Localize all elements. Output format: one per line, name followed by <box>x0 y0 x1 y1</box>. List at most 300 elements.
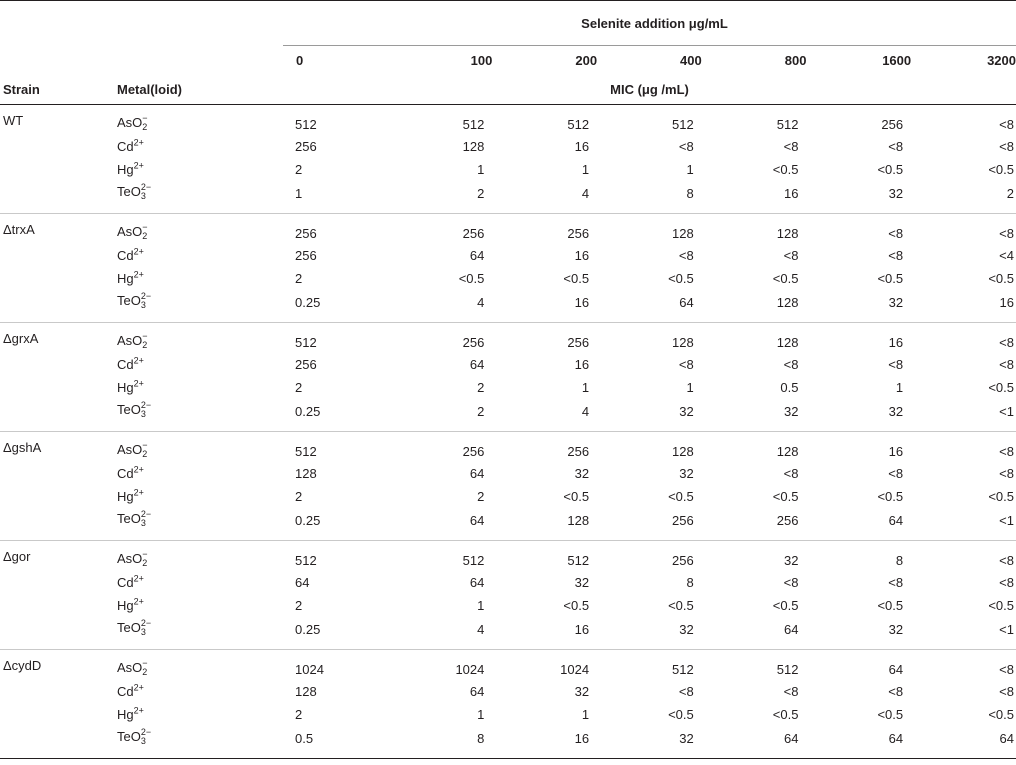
mic-value-cell: 256 <box>672 552 694 568</box>
mic-value-cell: 512 <box>672 661 694 677</box>
metal-column-header: Metal(loid) <box>117 74 283 105</box>
ion-subscript: 3 <box>140 736 146 746</box>
mic-value-cell: 64 <box>469 248 485 263</box>
ion-base: AsO <box>117 660 143 676</box>
mic-value-cell: <8 <box>783 357 799 372</box>
mic-value-cell: 64 <box>999 730 1014 746</box>
mic-value-cell: <1 <box>999 512 1014 528</box>
table-row <box>0 680 1016 703</box>
mic-value-cell: 128 <box>776 294 799 310</box>
mic-value-cell: <0.5 <box>563 598 590 613</box>
mic-value-cell: 8 <box>477 730 485 746</box>
ion-charge: 2+ <box>133 269 144 280</box>
table-row <box>0 617 1016 650</box>
mic-value-cell: 512 <box>295 443 317 459</box>
table-row <box>0 650 1016 681</box>
mic-value-cell: 512 <box>672 116 694 132</box>
ion-base: Cd <box>117 248 134 263</box>
metal-cell <box>117 680 283 703</box>
ion-formula <box>117 551 148 566</box>
mic-value-cell: 1024 <box>295 661 324 677</box>
metal-cell <box>117 323 283 354</box>
ion-subscript: 2 <box>142 449 148 459</box>
mic-value-cell: <8 <box>888 225 904 241</box>
table-row <box>0 432 1016 463</box>
mic-value-cell: <8 <box>783 139 799 154</box>
mic-value-cell: 256 <box>567 334 590 350</box>
mic-value-cell: <8 <box>999 116 1014 132</box>
mic-value-cell: 2 <box>477 489 485 504</box>
mic-value-cell: <8 <box>999 225 1014 241</box>
mic-value-cell: <0.5 <box>877 489 904 504</box>
metal-cell <box>117 267 283 290</box>
mic-value-cell: <0.5 <box>988 162 1014 177</box>
mic-value-cell: 2 <box>477 403 485 419</box>
mic-value-cell: 4 <box>477 294 485 310</box>
ion-base: AsO <box>117 551 143 567</box>
mic-value-cell: 128 <box>776 443 799 459</box>
mic-value-cell: 32 <box>574 466 590 481</box>
ion-charge: 2+ <box>133 682 144 693</box>
mic-value-cell: 1 <box>581 707 590 722</box>
ion-charge: 2− <box>140 618 152 628</box>
mic-value-cell: <8 <box>999 684 1014 699</box>
mic-value-cell: 16 <box>783 185 799 201</box>
mic-value-cell: 16 <box>574 294 590 310</box>
ion-base: TeO <box>117 184 141 200</box>
ion-formula <box>117 489 144 504</box>
ion-charge: 2+ <box>133 378 144 389</box>
table-body <box>0 105 1016 759</box>
ion-base: Hg <box>117 271 134 286</box>
mic-value-cell: <8 <box>783 684 799 699</box>
metal-cell <box>117 703 283 726</box>
ion-base: TeO <box>117 620 141 636</box>
ion-charge: 2− <box>140 509 152 519</box>
ion-formula <box>117 620 151 635</box>
ion-formula <box>117 357 144 372</box>
metal-cell <box>117 650 283 681</box>
mic-value-cell: 2 <box>295 271 303 286</box>
mic-value-cell: 1 <box>686 162 694 177</box>
metal-cell <box>117 353 283 376</box>
ion-subscript: 2 <box>142 667 148 677</box>
mic-value-cell: 64 <box>888 730 904 746</box>
mic-value-cell: <8 <box>783 575 799 590</box>
mic-value-cell: <8 <box>888 357 904 372</box>
mic-value-cell: 32 <box>888 294 904 310</box>
mic-value-cell: 64 <box>469 357 485 372</box>
ion-base: AsO <box>117 442 143 458</box>
mic-value-cell: <1 <box>999 621 1014 637</box>
ion-charge: 2− <box>140 291 152 301</box>
ion-base: AsO <box>117 224 143 240</box>
mic-value-cell: 128 <box>776 225 799 241</box>
ion-charge: − <box>142 222 148 232</box>
mic-value-cell: <0.5 <box>877 598 904 613</box>
metal-cell <box>117 105 283 136</box>
mic-value-cell: 128 <box>672 443 694 459</box>
mic-value-cell: 256 <box>462 334 485 350</box>
strain-cell: Δgor <box>3 549 31 564</box>
ion-formula <box>117 271 144 286</box>
ion-subscript: 3 <box>140 518 146 528</box>
mic-value-cell: <1 <box>999 403 1014 419</box>
mic-value-cell: 256 <box>295 139 317 154</box>
mic-value-cell: <0.5 <box>988 380 1014 395</box>
mic-value-cell: <8 <box>888 466 904 481</box>
ion-formula <box>117 598 144 613</box>
mic-value-cell: <0.5 <box>458 271 485 286</box>
mic-value-cell: 128 <box>776 334 799 350</box>
strain-cell: WT <box>3 113 24 128</box>
metal-cell <box>117 485 283 508</box>
ion-charge: − <box>142 440 148 450</box>
ion-base: Hg <box>117 380 134 395</box>
metal-cell <box>117 594 283 617</box>
mic-value-cell: <8 <box>678 684 694 699</box>
ion-formula <box>117 660 148 675</box>
metal-cell <box>117 726 283 759</box>
ion-formula <box>117 466 144 481</box>
mic-value-cell: 256 <box>462 225 485 241</box>
ion-formula <box>117 162 144 177</box>
ion-base: TeO <box>117 729 141 745</box>
mic-value-cell: 256 <box>567 443 590 459</box>
mic-value-cell: <4 <box>999 248 1014 263</box>
ion-charge: − <box>142 549 148 559</box>
mic-value-cell: 1 <box>686 380 694 395</box>
ion-charge: − <box>142 113 148 123</box>
mic-value-cell: 8 <box>686 575 694 590</box>
mic-value-cell: 16 <box>999 294 1014 310</box>
concentration-header: 200 <box>575 52 598 68</box>
mic-value-cell: 32 <box>888 403 904 419</box>
mic-value-cell: 64 <box>469 466 485 481</box>
table-row <box>0 703 1016 726</box>
mic-value-cell: 64 <box>679 294 694 310</box>
mic-value-cell: 32 <box>783 552 799 568</box>
mic-value-cell: <0.5 <box>877 271 904 286</box>
mic-value-cell: <8 <box>999 443 1014 459</box>
mic-value-cell: 2 <box>295 380 303 395</box>
mic-value-cell: 128 <box>295 684 317 699</box>
mic-value-cell: 512 <box>462 552 485 568</box>
mic-value-cell: <8 <box>888 575 904 590</box>
mic-value-cell: <0.5 <box>988 598 1014 613</box>
mic-value-cell: <8 <box>783 248 799 263</box>
mic-value-cell: <8 <box>783 466 799 481</box>
mic-value-cell: 256 <box>295 225 317 241</box>
mic-value-cell: 2 <box>1006 185 1014 201</box>
mic-value-cell: 512 <box>776 661 799 677</box>
concentration-header: 3200 <box>987 52 1016 68</box>
mic-value-cell: 32 <box>679 466 694 481</box>
mic-value-cell: 64 <box>888 512 904 528</box>
ion-base: Cd <box>117 357 134 372</box>
mic-value-cell: 0.25 <box>295 512 321 528</box>
mic-value-cell: 64 <box>469 512 485 528</box>
ion-base: Hg <box>117 162 134 177</box>
mic-value-cell: <8 <box>999 552 1014 568</box>
mic-value-cell: 4 <box>477 621 485 637</box>
ion-charge: 2+ <box>133 137 144 148</box>
ion-formula <box>117 380 144 395</box>
metal-cell <box>117 135 283 158</box>
mic-value-cell: 1 <box>895 380 904 395</box>
strain-cell: ΔcydD <box>3 658 42 673</box>
mic-value-cell: 256 <box>881 116 904 132</box>
mic-value-cell: 256 <box>295 357 317 372</box>
mic-value-cell: 512 <box>295 552 317 568</box>
ion-base: Hg <box>117 598 134 613</box>
table-row <box>0 214 1016 245</box>
mic-value-cell: <0.5 <box>772 162 799 177</box>
mic-value-cell: <8 <box>999 139 1014 154</box>
mic-value-cell: 2 <box>295 489 303 504</box>
mic-value-cell: 256 <box>567 225 590 241</box>
ion-charge: 2− <box>140 727 152 737</box>
table-row <box>0 353 1016 376</box>
strain-cell: ΔgrxA <box>3 331 39 346</box>
mic-value-cell: 4 <box>581 403 590 419</box>
mic-value-cell: 64 <box>295 575 310 590</box>
mic-value-cell: 128 <box>672 225 694 241</box>
mic-value-cell: 64 <box>469 575 485 590</box>
mic-value-cell: <0.5 <box>668 707 694 722</box>
mic-value-cell: 16 <box>574 730 590 746</box>
table-row <box>0 181 1016 214</box>
mic-value-cell: 512 <box>295 116 317 132</box>
ion-base: AsO <box>117 115 143 131</box>
mic-value-cell: <0.5 <box>772 598 799 613</box>
ion-subscript: 2 <box>142 231 148 241</box>
ion-subscript: 2 <box>142 340 148 350</box>
ion-charge: 2+ <box>133 464 144 475</box>
mic-value-cell: <8 <box>888 684 904 699</box>
mic-value-cell: 8 <box>686 185 694 201</box>
mic-value-cell: <8 <box>999 575 1014 590</box>
table-row <box>0 290 1016 323</box>
mic-value-cell: 128 <box>295 466 317 481</box>
mic-value-cell: <8 <box>888 139 904 154</box>
mic-value-cell: 1024 <box>455 661 485 677</box>
concentration-header: 800 <box>784 52 807 68</box>
mic-value-cell: 128 <box>672 334 694 350</box>
metal-cell <box>117 158 283 181</box>
mic-value-cell: <0.5 <box>668 489 694 504</box>
mic-value-cell: 0.25 <box>295 403 321 419</box>
ion-formula <box>117 684 144 699</box>
ion-subscript: 3 <box>140 300 146 310</box>
mic-value-cell: 2 <box>295 707 303 722</box>
mic-value-cell: 512 <box>567 552 590 568</box>
table-row <box>0 594 1016 617</box>
mic-value-cell: 32 <box>888 185 904 201</box>
ion-formula <box>117 729 151 744</box>
ion-formula <box>117 293 151 308</box>
concentration-header: 400 <box>680 52 702 68</box>
table-row <box>0 376 1016 399</box>
mic-value-cell: 128 <box>567 512 590 528</box>
mic-value-cell: 1 <box>581 162 590 177</box>
mic-value-cell: <0.5 <box>988 707 1014 722</box>
ion-formula <box>117 248 144 263</box>
table-row <box>0 244 1016 267</box>
ion-subscript: 3 <box>140 191 146 201</box>
mic-value-cell: <0.5 <box>988 271 1014 286</box>
metal-cell <box>117 617 283 650</box>
metal-cell <box>117 181 283 214</box>
strain-cell: ΔtrxA <box>3 222 35 237</box>
ion-formula <box>117 575 144 590</box>
ion-base: Hg <box>117 489 134 504</box>
ion-formula <box>117 707 144 722</box>
ion-subscript: 2 <box>142 558 148 568</box>
mic-value-cell: <0.5 <box>772 271 799 286</box>
mic-value-cell: <8 <box>678 139 694 154</box>
ion-formula <box>117 442 148 457</box>
mic-value-cell: 8 <box>895 552 904 568</box>
mic-value-cell: 256 <box>672 512 694 528</box>
ion-formula <box>117 139 144 154</box>
table-row <box>0 135 1016 158</box>
ion-charge: 2− <box>140 400 152 410</box>
mic-value-cell: <8 <box>678 357 694 372</box>
mic-value-cell: 2 <box>295 162 303 177</box>
mic-value-cell: 4 <box>581 185 590 201</box>
mic-value-cell: 2 <box>477 380 485 395</box>
ion-base: TeO <box>117 511 141 527</box>
concentration-header: 100 <box>470 52 493 68</box>
metal-cell <box>117 541 283 572</box>
table-row <box>0 571 1016 594</box>
mic-value-cell: 512 <box>776 116 799 132</box>
mic-value-cell: 64 <box>783 730 799 746</box>
strain-column-header: Strain <box>0 74 117 105</box>
ion-base: Hg <box>117 707 134 722</box>
mic-value-cell: 0.5 <box>295 730 314 746</box>
metal-cell <box>117 214 283 245</box>
mic-value-cell: <8 <box>678 248 694 263</box>
mic-value-cell: <0.5 <box>988 489 1014 504</box>
ion-base: TeO <box>117 402 141 418</box>
mic-value-cell: 32 <box>574 575 590 590</box>
mic-value-cell: 32 <box>679 403 694 419</box>
mic-value-cell: 1 <box>295 185 303 201</box>
metal-cell <box>117 290 283 323</box>
ion-charge: − <box>142 331 148 341</box>
table-row <box>0 508 1016 541</box>
table-row <box>0 105 1016 136</box>
ion-base: Cd <box>117 139 134 154</box>
mic-value-cell: <8 <box>999 334 1014 350</box>
mic-value-cell: 2 <box>295 598 303 613</box>
concentration-header: 1600 <box>882 52 912 68</box>
mic-value-cell: 32 <box>679 730 694 746</box>
ion-charge: 2− <box>140 182 152 192</box>
table-row <box>0 462 1016 485</box>
ion-charge: 2+ <box>133 573 144 584</box>
table-row <box>0 399 1016 432</box>
ion-formula <box>117 184 151 199</box>
mic-value-cell: 128 <box>462 139 485 154</box>
mic-value-cell: 1 <box>477 598 485 613</box>
mic-value-cell: 512 <box>295 334 317 350</box>
mic-header: MIC (μg /mL) <box>283 74 1016 105</box>
mic-value-cell: 1 <box>477 707 485 722</box>
mic-value-cell: 16 <box>574 248 590 263</box>
table-row <box>0 323 1016 354</box>
metal-cell <box>117 571 283 594</box>
ion-charge: 2+ <box>133 246 144 257</box>
mic-value-cell: 64 <box>888 661 904 677</box>
ion-formula <box>117 511 151 526</box>
mic-value-cell: 0.25 <box>295 294 321 310</box>
metal-cell <box>117 399 283 432</box>
table-row <box>0 267 1016 290</box>
mic-value-cell: 32 <box>888 621 904 637</box>
ion-subscript: 3 <box>140 627 146 637</box>
mic-value-cell: 256 <box>462 443 485 459</box>
table-row <box>0 158 1016 181</box>
mic-value-cell: 512 <box>567 116 590 132</box>
mic-value-cell: 1 <box>581 380 590 395</box>
mic-value-cell: <0.5 <box>877 162 904 177</box>
mic-value-cell: 32 <box>679 621 694 637</box>
mic-value-cell: 32 <box>783 403 799 419</box>
mic-value-cell: <8 <box>999 661 1014 677</box>
mic-value-cell: <0.5 <box>877 707 904 722</box>
metal-cell <box>117 244 283 267</box>
concentration-header-row <box>0 46 1016 75</box>
ion-subscript: 3 <box>140 409 146 419</box>
metal-cell <box>117 432 283 463</box>
ion-formula <box>117 115 148 130</box>
metal-cell <box>117 462 283 485</box>
strain-cell: ΔgshA <box>3 440 42 455</box>
mic-value-cell: 1 <box>477 162 485 177</box>
table-row <box>0 485 1016 508</box>
table-row <box>0 541 1016 572</box>
metal-cell <box>117 508 283 541</box>
ion-charge: − <box>142 658 148 668</box>
mic-value-cell: 16 <box>888 443 904 459</box>
table-header <box>0 1 1016 105</box>
mic-value-cell: <0.5 <box>668 271 694 286</box>
ion-formula <box>117 224 148 239</box>
ion-charge: 2+ <box>133 355 144 366</box>
table-row <box>0 726 1016 759</box>
concentration-header: 0 <box>296 52 304 68</box>
metal-cell <box>117 376 283 399</box>
mic-value-cell: 16 <box>888 334 904 350</box>
mic-value-cell: 0.25 <box>295 621 321 637</box>
mic-value-cell: 16 <box>574 139 590 154</box>
ion-formula <box>117 333 148 348</box>
mic-value-cell: <0.5 <box>772 707 799 722</box>
mic-value-cell: <8 <box>999 466 1014 481</box>
mic-value-cell: 256 <box>295 248 317 263</box>
ion-base: TeO <box>117 293 141 309</box>
mic-value-cell: 256 <box>776 512 799 528</box>
mic-value-cell: <0.5 <box>772 489 799 504</box>
ion-charge: 2+ <box>133 160 144 171</box>
mic-value-cell: 2 <box>477 185 485 201</box>
ion-charge: 2+ <box>133 487 144 498</box>
mic-value-cell: <8 <box>888 248 904 263</box>
mic-value-cell: 16 <box>574 621 590 637</box>
